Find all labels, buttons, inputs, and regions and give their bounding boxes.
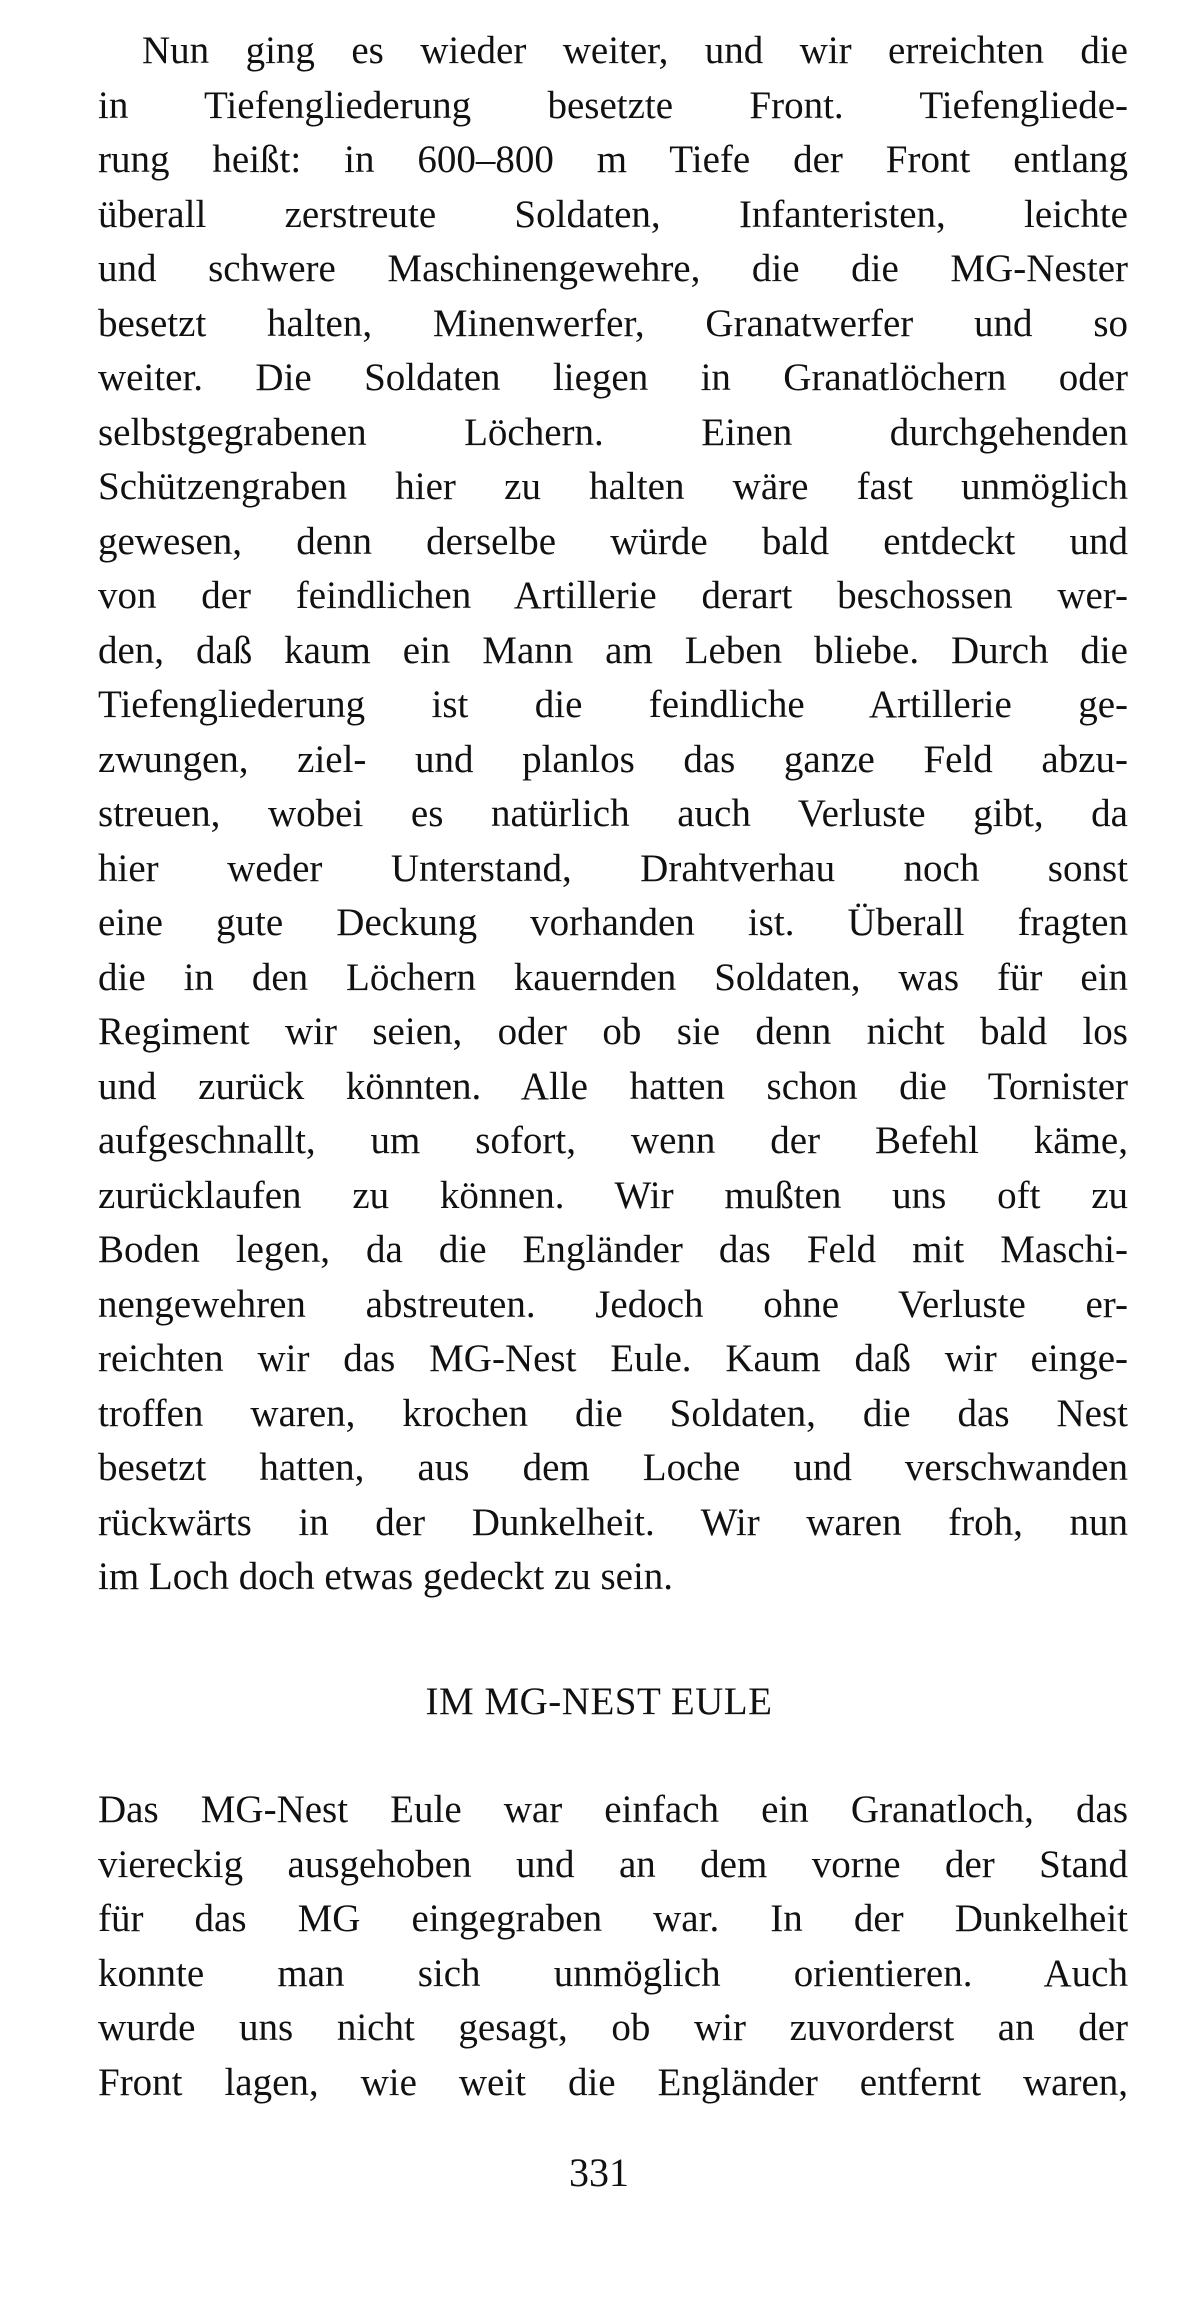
text-line: Schützengraben hier zu halten wäre fast unmöglich <box>98 465 1128 508</box>
text-line: nengewehren abstreuten. Jedoch ohne Verluste er- <box>98 1282 1128 1326</box>
text-line: rung heißt: in 600–800 m Tiefe der Front entlang <box>98 138 1128 181</box>
text-line: Boden legen, da die Engländer das Feld mit Maschi- <box>98 1228 1128 1271</box>
text-line: eine gute Deckung vorhanden ist. Überall fragten <box>98 901 1128 944</box>
text-line: überall zerstreute Soldaten, Infanteristen, leichte <box>98 192 1128 236</box>
text-line: Front lagen, wie weit die Engländer entfernt waren, <box>98 2060 1128 2104</box>
text-line: Nun ging es wieder weiter, und wir erreichten die <box>142 29 1128 72</box>
text-line: rückwärts in der Dunkelheit. Wir waren froh, nun <box>98 1500 1128 1544</box>
text-line: im Loch doch etwas gedeckt zu sein. <box>98 1555 674 1598</box>
text-line: wurde uns nicht gesagt, ob wir zuvorderst an der <box>98 2006 1128 2049</box>
text-line: den, daß kaum ein Mann am Leben bliebe. Durch die <box>98 628 1128 672</box>
page-number: 331 <box>569 2150 629 2195</box>
text-line: die in den Löchern kauernden Soldaten, was für ein <box>98 955 1128 999</box>
text-line: viereckig ausgehoben und an dem vorne der Stand <box>98 1842 1128 1886</box>
text-line: streuen, wobei es natürlich auch Verluste gibt, da <box>98 792 1128 835</box>
text-line: Regiment wir seien, oder ob sie denn nicht bald los <box>98 1010 1128 1053</box>
text-line: reichten wir das MG-Nest Eule. Kaum daß wir einge- <box>98 1337 1128 1380</box>
body-paragraph-2 <box>98 1783 1128 2110</box>
text-line: hier weder Unterstand, Drahtverhau noch sonst <box>98 846 1128 890</box>
text-line: zwungen, ziel- und planlos das ganze Feld abzu- <box>98 737 1128 781</box>
text-line: selbstgegrabenen Löchern. Einen durchgehenden <box>98 410 1128 454</box>
text-line: troffen waren, krochen die Soldaten, die das Nest <box>98 1391 1128 1435</box>
text-line: Tiefengliederung ist die feindliche Artillerie ge- <box>98 683 1128 726</box>
text-line: zurücklaufen zu können. Wir mußten uns oft zu <box>98 1173 1128 1217</box>
text-line: und zurück könnten. Alle hatten schon die Tornister <box>98 1064 1128 1108</box>
body-paragraph-1 <box>98 24 1128 1605</box>
text-line: Das MG-Nest Eule war einfach ein Granatloch, das <box>98 1788 1128 1831</box>
text-line: konnte man sich unmöglich orientieren. Auch <box>98 1951 1128 1995</box>
text-line: aufgeschnallt, um sofort, wenn der Befehl käme, <box>98 1119 1128 1162</box>
text-line: von der feindlichen Artillerie derart beschossen wer- <box>98 574 1128 617</box>
text-line: gewesen, denn derselbe würde bald entdeckt und <box>98 519 1128 563</box>
text-line: in Tiefengliederung besetzte Front. Tiefengliede- <box>98 83 1128 127</box>
text-line: besetzt halten, Minenwerfer, Granatwerfer und so <box>98 301 1128 345</box>
text-line: besetzt hatten, aus dem Loche und verschwanden <box>98 1446 1128 1489</box>
text-line: für das MG eingegraben war. In der Dunkelheit <box>98 1897 1128 1940</box>
section-heading: IM MG-NEST EULE <box>425 1680 773 1723</box>
text-line: weiter. Die Soldaten liegen in Granatlöchern oder <box>98 356 1128 399</box>
text-line: und schwere Maschinengewehre, die die MG-Nester <box>98 247 1128 290</box>
